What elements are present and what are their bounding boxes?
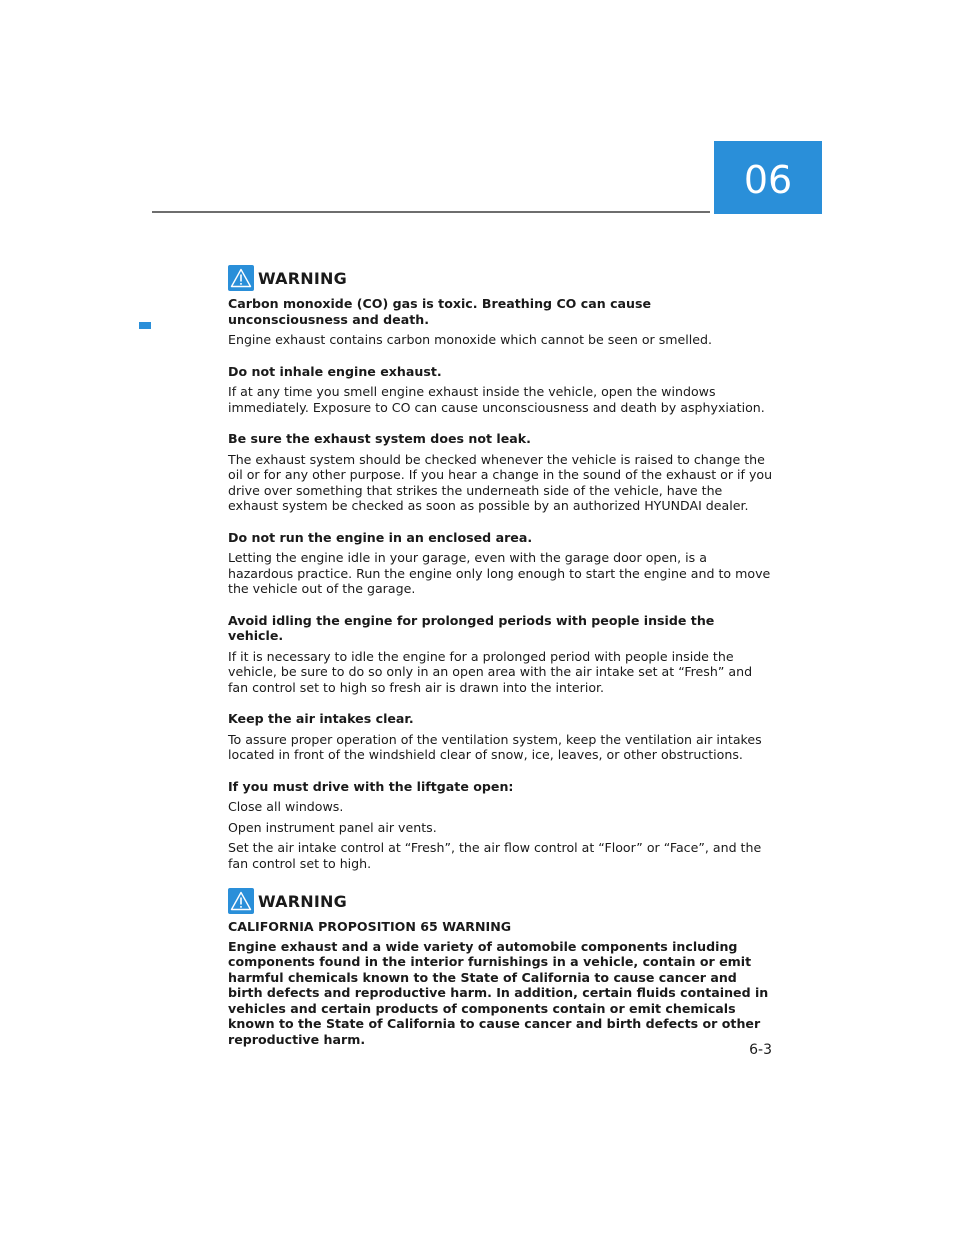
warning-body: Engine exhaust and a wide variety of automobile components including components found in the interior furnishings in a vehicle, contain or emit harmful chemicals known to the State of California to cause cancer and birth defects and reproductive harm. In addition, certain fluids contained in vehicles and certain products of components contain or emit chemicals known to the State of California to cause cancer and birth defects or other reproductive harm.	[228, 938, 769, 1047]
section-body: If it is necessary to idle the engine for a prolonged period with people inside the vehicle, be sure to do so only in an open area with the air intake set at “Fresh” and fan control set to high so fresh air is drawn into the interior.	[228, 648, 753, 695]
liftgate-heading: If you must drive with the liftgate open:	[228, 778, 514, 794]
warning-lead: Carbon monoxide (CO) gas is toxic. Breathing CO can cause unconsciousness and death.	[228, 296, 652, 327]
page-content	[228, 262, 773, 1047]
section-body: If at any time you smell engine exhaust inside the vehicle, open the windows immediately. Exposure to CO can cause unconsciousness and death by asphyxiation.	[228, 384, 765, 415]
warning-triangle-icon	[228, 265, 254, 291]
liftgate-item: Set the air intake control at “Fresh”, the air flow control at “Floor” or “Face”, and the fan control set to high.	[228, 840, 762, 871]
section-body: The exhaust system should be checked whenever the vehicle is raised to change the oil or for any other purpose. If you hear a change in the sound of the exhaust or if you drive over something that strikes the underneath side of the vehicle, have the exhaust system be checked as soon as possible by an authorized HYUNDAI dealer.	[228, 451, 773, 513]
warning-header	[228, 885, 773, 917]
section-heading: Be sure the exhaust system does not leak.	[228, 431, 531, 446]
warning-subtitle: CALIFORNIA PROPOSITION 65 WARNING	[228, 919, 512, 934]
section-heading: Do not inhale engine exhaust.	[228, 363, 442, 379]
warning-intro: Engine exhaust contains carbon monoxide which cannot be seen or smelled.	[228, 332, 713, 347]
header-rule	[152, 211, 710, 213]
liftgate-item: Close all windows.	[228, 799, 344, 814]
chapter-tab: 06	[714, 141, 822, 214]
liftgate-item: Open instrument panel air vents.	[228, 819, 437, 835]
section-body: Letting the engine idle in your garage, even with the garage door open, is a hazardous practice. Run the engine only long enough to start the engine and to move the vehicle out of the garage.	[228, 550, 771, 596]
section-body: To assure proper operation of the ventilation system, keep the ventilation air intakes located in front of the windshield clear of snow, ice, leaves, or other obstructions.	[228, 731, 762, 762]
section-heading: Avoid idling the engine for prolonged periods with people inside the vehicle.	[228, 612, 715, 643]
side-marker	[139, 322, 151, 329]
page-number: 6-3	[749, 1042, 772, 1058]
warning-header	[228, 262, 773, 294]
section-heading: Do not run the engine in an enclosed area.	[228, 529, 533, 545]
warning-triangle-icon	[228, 888, 254, 914]
warning-title: WARNING	[258, 891, 347, 911]
section-heading: Keep the air intakes clear.	[228, 711, 414, 726]
warning-title: WARNING	[258, 268, 347, 288]
